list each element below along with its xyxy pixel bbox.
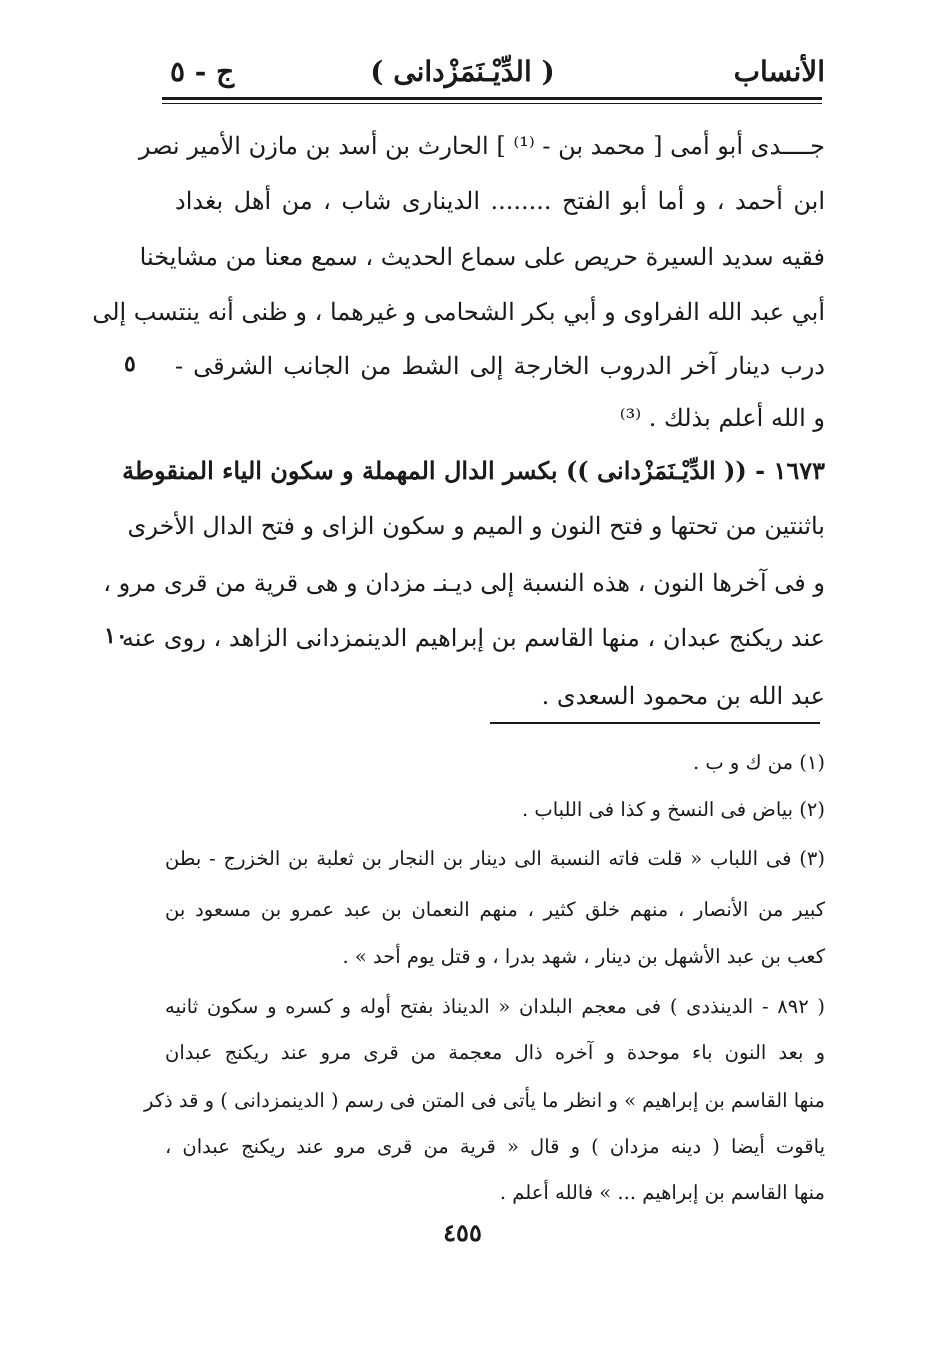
header-rule-thin bbox=[162, 103, 822, 104]
entry-heading-line: ١٦٧٣ - (( الدِّيْـنَمَزْدانى )) بكسر الدال المهملة و سكون الياء المنقوطة bbox=[122, 456, 825, 485]
body-line: و فى آخرها النون ، هذه النسبة إلى ديـنـ مزدان و هى قرية من قرى مرو ، bbox=[103, 569, 825, 597]
footnote-line: (٣) فى اللباب « قلت فاته النسبة الى دينار بن النجار بن ثعلبة بن الخزرج - بطن bbox=[165, 847, 825, 870]
page-number: ٤٥٥ bbox=[443, 1218, 482, 1247]
footnote-rule bbox=[490, 722, 820, 724]
footnote-line: منها القاسم بن إبراهيم » و انظر ما يأتى فى المتن فى رسم ( الدينمزدانى ) و قد ذكر bbox=[143, 1089, 825, 1112]
footnote-line: منها القاسم بن إبراهيم ... » فالله أعلم . bbox=[499, 1181, 825, 1204]
body-line: درب دينار آخر الدروب الخارجة إلى الشط من الجانب الشرقى - bbox=[175, 352, 825, 380]
body-line: عند ريكنج عبدان ، منها القاسم بن إبراهيم الدينمزدانى الزاهد ، روى عنه bbox=[121, 624, 825, 652]
footnote-line: ياقوت أيضا ( دينه مزدان ) و قال « قرية من قرى مرو عند ريكنج عبدان ، bbox=[165, 1135, 825, 1158]
footnote-line: و بعد النون باء موحدة و آخره ذال معجمة من قرى مرو عند ريكنج عبدان bbox=[165, 1041, 825, 1064]
running-header-book-title: الأنساب bbox=[733, 55, 825, 88]
footnote-line: (١) من ك و ب . bbox=[692, 751, 825, 774]
body-line: باثنتين من تحتها و فتح النون و الميم و سكون الزاى و فتح الدال الأخرى bbox=[127, 512, 825, 540]
body-line: فقيه سديد السيرة حريص على سماع الحديث ، سمع معنا من مشايخنا bbox=[139, 243, 825, 271]
margin-line-number: ١٠ bbox=[104, 623, 128, 649]
header-rule-thick bbox=[162, 97, 822, 100]
footnote-line: (٢) بياض فى النسخ و كذا فى اللباب . bbox=[521, 798, 825, 821]
running-header-entry-title: ( الدِّيْـنَمَزْدانى ) bbox=[370, 55, 555, 88]
margin-line-number: ٥ bbox=[124, 351, 136, 377]
body-line: أبي عبد الله الفراوى و أبي بكر الشحامى و غيرهما ، و ظنى أنه ينتسب إلى bbox=[92, 298, 825, 326]
body-line: ابن أحمد ، و أما أبو الفتح ........ الدينارى شاب ، من أهل بغداد bbox=[175, 187, 825, 215]
running-header-volume: ج - ٥ bbox=[170, 55, 235, 88]
footnote-line: كعب بن عبد الأشهل بن دينار ، شهد بدرا ، و قتل يوم أحد » . bbox=[342, 945, 825, 968]
footnote-line: ( ٨٩٢ - الدينذدى ) فى معجم البلدان « الديناذ بفتح أوله و كسره و سكون ثانيه bbox=[165, 995, 825, 1018]
footnote-line: كبير من الأنصار ، منهم خلق كثير ، منهم النعمان بن عبد عمرو بن مسعود بن bbox=[165, 898, 825, 921]
body-line: عبد الله بن محمود السعدى . bbox=[541, 682, 825, 710]
body-line: و الله أعلم بذلك . ⁽³⁾ bbox=[619, 404, 825, 432]
body-line: جــــدى أبو أمى [ محمد بن - ⁽¹⁾ ] الحارث بن أسد بن مازن الأمير نصر bbox=[138, 132, 825, 160]
